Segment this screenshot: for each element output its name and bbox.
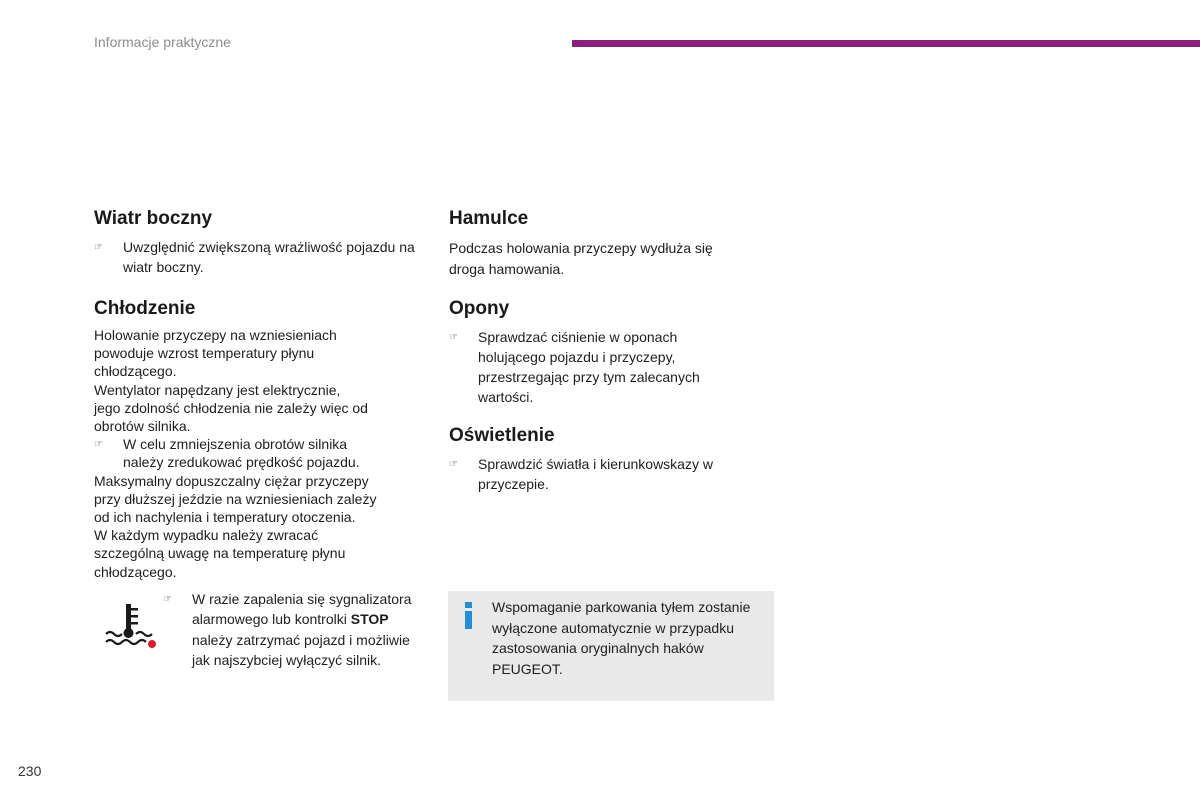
text-line: Wentylator napędzany jest elektrycznie, xyxy=(94,381,341,398)
text-line: Holowanie przyczepy na wzniesieniach xyxy=(94,327,337,343)
text-line: W każdym wypadku należy zwracać xyxy=(94,527,319,544)
pointing-hand-icon: ☞ xyxy=(94,439,103,451)
bullet-item xyxy=(449,454,753,494)
bullet-text: należy zatrzymać pojazd i możliwie jak najszybciej wyłączyć silnik. xyxy=(192,631,410,669)
page-number: 230 xyxy=(18,763,42,779)
text-line: przy dłuższej jeździe na wzniesieniach zależy xyxy=(94,490,377,507)
section-cooling xyxy=(94,298,424,581)
section-title: Oświetlenie xyxy=(449,425,555,446)
bullet-text: W celu zmniejszenia obrotów silnika należy zredukować prędkość pojazdu. xyxy=(123,436,360,471)
section-title: Opony xyxy=(449,298,510,319)
pointing-hand-icon: ☞ xyxy=(449,459,458,470)
section-title: Chłodzenie xyxy=(94,298,196,319)
pointing-hand-icon: ☞ xyxy=(449,332,458,343)
cooling-paragraph-2 xyxy=(94,472,424,581)
info-text: Wspomaganie parkowania tyłem zostanie wyłączone automatycznie w przypadku zastosowania oryginalnych haków PEUGEOT. xyxy=(492,599,751,677)
section-side-wind xyxy=(94,208,424,277)
brakes-text: Podczas holowania przyczepy wydłuża się droga hamowania. xyxy=(449,240,713,277)
bullet-text: Sprawdzić światła i kierunkowskazy w przyczepie. xyxy=(478,456,713,492)
cooling-paragraph xyxy=(94,326,424,435)
bullet-text: Sprawdzać ciśnienie w oponach holującego pojazdu i przyczepy, przestrzegając przy tym zalecanych wartości. xyxy=(478,329,700,405)
section-brakes xyxy=(449,208,759,279)
section-lighting xyxy=(449,425,749,494)
bullet-item xyxy=(163,589,425,671)
header-label: Informacje praktyczne xyxy=(94,34,231,50)
section-tyres xyxy=(449,298,749,407)
text-line: chłodzącego. xyxy=(94,563,177,580)
pointing-hand-icon: ☞ xyxy=(94,242,103,253)
text-line: szczególną uwagę na temperaturę płynu xyxy=(94,545,346,562)
bullet-item xyxy=(94,237,424,277)
info-box xyxy=(448,591,774,701)
text-line: Maksymalny dopuszczalny ciężar przyczepy xyxy=(94,472,369,489)
text-line: obrotów silnika. xyxy=(94,418,191,435)
pointing-hand-icon: ☞ xyxy=(163,594,172,605)
text-line: jego zdolność chłodzenia nie zależy więc od xyxy=(94,399,368,416)
section-title: Wiatr boczny xyxy=(94,208,213,229)
text-line: od ich nachylenia i temperatury otoczenia. xyxy=(94,509,356,526)
section-title: Hamulce xyxy=(449,208,529,229)
header-accent-bar xyxy=(572,40,1200,47)
bullet-item xyxy=(449,327,738,407)
coolant-warning-note xyxy=(163,589,425,671)
bullet-item xyxy=(94,435,383,471)
bullet-text: W razie zapalenia się sygnalizatora alarmowego lub kontrolki xyxy=(192,591,412,628)
bullet-text: Uwzględnić zwiększoną wrażliwość pojazdu na wiatr boczny. xyxy=(123,239,415,275)
info-icon xyxy=(462,601,476,629)
coolant-temperature-warning-icon xyxy=(100,600,160,652)
text-line: chłodzącego. xyxy=(94,363,177,380)
stop-label: STOP xyxy=(350,611,389,628)
text-line: powoduje wzrost temperatury płynu xyxy=(94,345,315,362)
